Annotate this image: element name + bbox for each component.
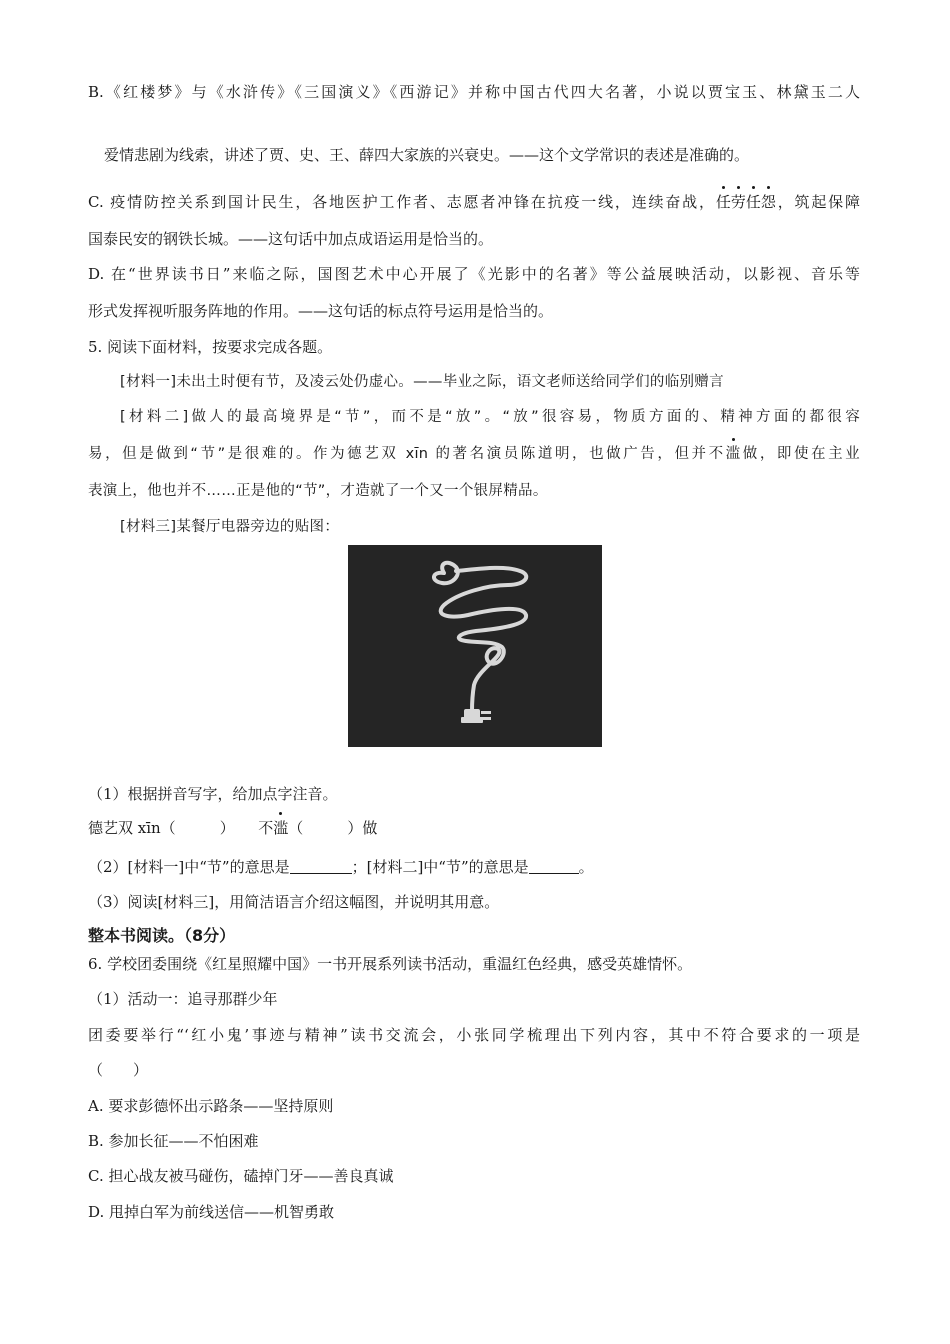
q5-sub1: （1）根据拼音写字，给加点字注音。: [88, 785, 338, 803]
q5-stem: 5. 阅读下面材料，按要求完成各题。: [88, 338, 333, 356]
choice-d[interactable]: D. 甩掉白军为前线送信——机智勇敢: [88, 1203, 335, 1221]
option-c-line1: [88, 192, 860, 212]
answer-paren[interactable]: （ ）: [88, 1061, 149, 1079]
material-2-line1: [材料二]做人的最高境界是“节”，而不是“放”。“放”很容易，物质方面的、精神方面的都很容: [120, 409, 860, 425]
dotted-char: 滥: [725, 446, 741, 462]
option-b-line1: B.《红楼梦》与《水浒传》《三国演义》《西游记》并称中国古代四大名著，小说以贾宝玉、林黛玉二人: [88, 83, 860, 101]
material-2-line2: 易，但是做到“节”是很难的。作为德艺双 xīn 的著名演员陈道明，也做广告，但并不滥做，即使在主业: [88, 446, 860, 462]
dotted-char: 劳: [730, 193, 746, 211]
option-b-line2: 爱情悲剧为线索，讲述了贾、史、王、薛四大家族的兴衰史。——这个文学常识的表述是准确的。: [104, 146, 750, 164]
option-d-line2: 形式发挥视听服务阵地的作用。——这句话的标点符号运用是恰当的。: [88, 302, 554, 320]
material-1: [材料一]未出土时便有节，及凌云处仍虚心。——毕业之际，语文老师送给同学们的临别赠言: [120, 374, 724, 390]
q5-sub3: （3）阅读[材料三]，用简洁语言介绍这幅图，并说明其用意。: [88, 893, 500, 911]
q6-sub1: （1）活动一：追寻那群少年: [88, 990, 278, 1008]
q5-sub2: （2）[材料一]中“节”的意思是 ；[材料二]中“节”的意思是 。: [88, 858, 594, 876]
q6-stem: 6. 学校团委围绕《红星照耀中国》一书开展系列读书活动，重温红色经典，感受英雄情怀。: [88, 955, 693, 973]
dotted-char: 怨: [760, 193, 776, 211]
dotted-char: 任: [745, 193, 761, 211]
q5-sub1-answers: 德艺双 xīn（ ） 不滥（ ）做: [88, 819, 378, 837]
option-c-line2: 国泰民安的钢铁长城。——这句话中加点成语运用是恰当的。: [88, 230, 494, 248]
choice-a[interactable]: A. 要求彭德怀出示路条——坚持原则: [88, 1097, 334, 1115]
choice-c[interactable]: C. 担心战友被马碰伤，磕掉门牙——善良真诚: [88, 1167, 394, 1185]
material-2-line3: 表演上，他也并不……正是他的“节”，才造就了一个又一个银屏精品。: [88, 483, 548, 499]
dotted-char: 滥: [273, 819, 289, 837]
dotted-char: 任: [715, 193, 731, 211]
section-heading: 整本书阅读。（8分）: [88, 926, 236, 945]
q6-desc: 团委要举行“‘红小鬼’事迹与精神”读书交流会，小张同学梳理出下列内容，其中不符合要求的一项是: [88, 1026, 860, 1044]
option-d-line1: D. 在“世界读书日”来临之际，国图艺术中心开展了《光影中的名著》等公益展映活动，以影视、音乐等: [88, 265, 860, 283]
option-c-text-end: ，筑起保障: [775, 193, 860, 211]
option-c-text: C. 疫情防控关系到国计民生，各地医护工作者、志愿者冲锋在抗疫一线，连续奋战，: [88, 193, 716, 211]
plug-cord-icon: [348, 545, 602, 747]
plug-cord-image: [348, 545, 602, 747]
answer-blank[interactable]: [529, 859, 579, 874]
choice-b[interactable]: B. 参加长征——不怕困难: [88, 1132, 259, 1150]
material-3: [材料三]某餐厅电器旁边的贴图：: [120, 519, 340, 535]
answer-blank[interactable]: [290, 859, 352, 874]
